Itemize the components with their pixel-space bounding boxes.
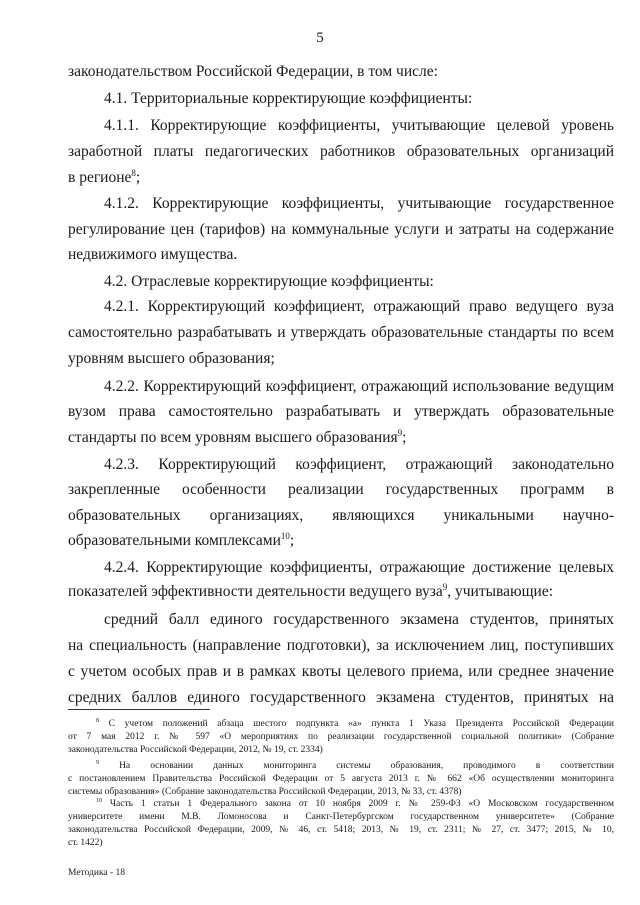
text-line: 4.2.2. Корректирующий коэффициент, отражающий использование ведущим: [104, 378, 614, 395]
text-line: средний балл единого государственного экзамена студентов, принятых: [104, 611, 614, 628]
footnote-9-line: [96, 760, 614, 772]
footnote-ref: 9: [442, 582, 448, 592]
footnote-text: На основании данных мониторинга системы образования, проводимого в соответствии: [119, 761, 614, 771]
footnote-10-line: университете имени М.В. Ломоносова и Санкт-Петербургском государственном университете» (Собрание: [68, 812, 614, 822]
text-fragment: ;: [402, 429, 407, 446]
footnote-ref: 9: [397, 428, 403, 438]
footnote-ref: 8: [131, 168, 136, 178]
document-footer: Методика - 18: [68, 868, 126, 878]
text-line: [68, 531, 614, 551]
page-number: 5: [316, 30, 324, 46]
text-fragment: показателей эффективности деятельности ведущего вуза: [68, 583, 443, 600]
footnote-8-line: от 7 мая 2012 г. № 597 «О мероприятиях по реализации государственной социальной политики» (Собрание: [68, 732, 614, 742]
text-line: [68, 428, 614, 448]
text-line: 4.1.2. Корректирующие коэффициенты, учитывающие государственное: [104, 195, 614, 212]
text-line: заработной платы педагогических работников образовательных организаций: [68, 143, 614, 160]
text-line: образовательных организациях, являющихся уникальными научно-: [68, 507, 614, 524]
text-line: законодательством Российской Федерации, в том числе:: [68, 63, 438, 80]
text-line: 4.2.4. Корректирующие коэффициенты, отражающие достижение целевых: [104, 559, 614, 576]
text-fragment: ;: [289, 532, 295, 549]
text-line: 4.1.1. Корректирующие коэффициенты, учитывающие целевой уровень: [104, 117, 614, 134]
text-line: 4.2.1. Корректирующий коэффициент, отражающий право ведущего вуза: [104, 298, 614, 315]
footnote-10-line: [96, 798, 614, 810]
footnote-ref: 10: [280, 531, 290, 541]
text-line: закрепленные особенности реализации государственных программ в: [68, 481, 614, 498]
footnote-9-line: системы образования» (Собрание законодательства Российской Федерации, 2013, № 33, ст. 4378): [68, 787, 462, 797]
footnote-10-line: ст. 1422): [68, 838, 103, 848]
text-line: вузом права самостоятельно разрабатывать и утверждать образовательные: [68, 403, 614, 420]
footnote-text: Часть 1 статьи 1 Федерального закона от 10 ноября 2009 г. № 259-ФЗ «О Московском государственном: [109, 799, 615, 809]
footnote-text: С учетом положений абзаца шестого подпункта «а» пункта 1 Указа Президента Российской Федерации: [108, 719, 615, 729]
footnote-number: 8: [96, 718, 99, 724]
footnote-number: 10: [96, 798, 102, 804]
text-fragment: в регионе: [68, 169, 132, 186]
text-line: 4.2.3. Корректирующий коэффициент, отражающий законодательно: [104, 456, 614, 473]
section-heading: 4.1. Территориальные корректирующие коэффициенты:: [104, 90, 473, 107]
text-fragment: стандарты по всем уровням высшего образования: [68, 429, 398, 446]
footnote-10-line: законодательства Российской Федерации, 2009, № 46, ст. 5418; 2013, № 19, ст. 2311; № 27, ст. 3477; 2015, № 10,: [68, 825, 614, 835]
text-line: регулирование цен (тарифов) на коммунальные услуги и затраты на содержание: [68, 221, 614, 238]
section-heading: 4.2. Отраслевые корректирующие коэффициенты:: [104, 273, 434, 290]
text-line: уровням высшего образования;: [68, 350, 275, 367]
text-line: недвижимого имущества.: [68, 246, 238, 263]
footnote-number: 9: [96, 760, 99, 766]
text-line: с учетом особых прав и в рамках квоты целевого приема, или среднее значение: [68, 663, 614, 680]
text-line: [68, 582, 614, 602]
footnote-9-line: с постановлением Правительства Российской Федерации от 5 августа 2013 г. № 662 «Об осуществлении мониторинга: [68, 774, 614, 784]
text-line: средних баллов единого государственного экзамена студентов, принятых на: [68, 689, 614, 706]
footnote-8-line: [96, 718, 614, 730]
footnote-8-line: законодательства Российской Федерации, 2012, № 19, ст. 2334): [68, 745, 323, 755]
text-line: самостоятельно разрабатывать и утверждать образовательные стандарты по всем: [68, 324, 614, 341]
text-line: на специальность (направление подготовки), за исключением лиц, поступивших: [68, 637, 614, 654]
text-fragment: , учитывающие:: [447, 583, 554, 600]
text-fragment: образовательными комплексами: [68, 532, 281, 549]
text-fragment: ;: [135, 169, 141, 186]
text-line: [68, 168, 614, 188]
footnote-separator: [68, 709, 210, 710]
